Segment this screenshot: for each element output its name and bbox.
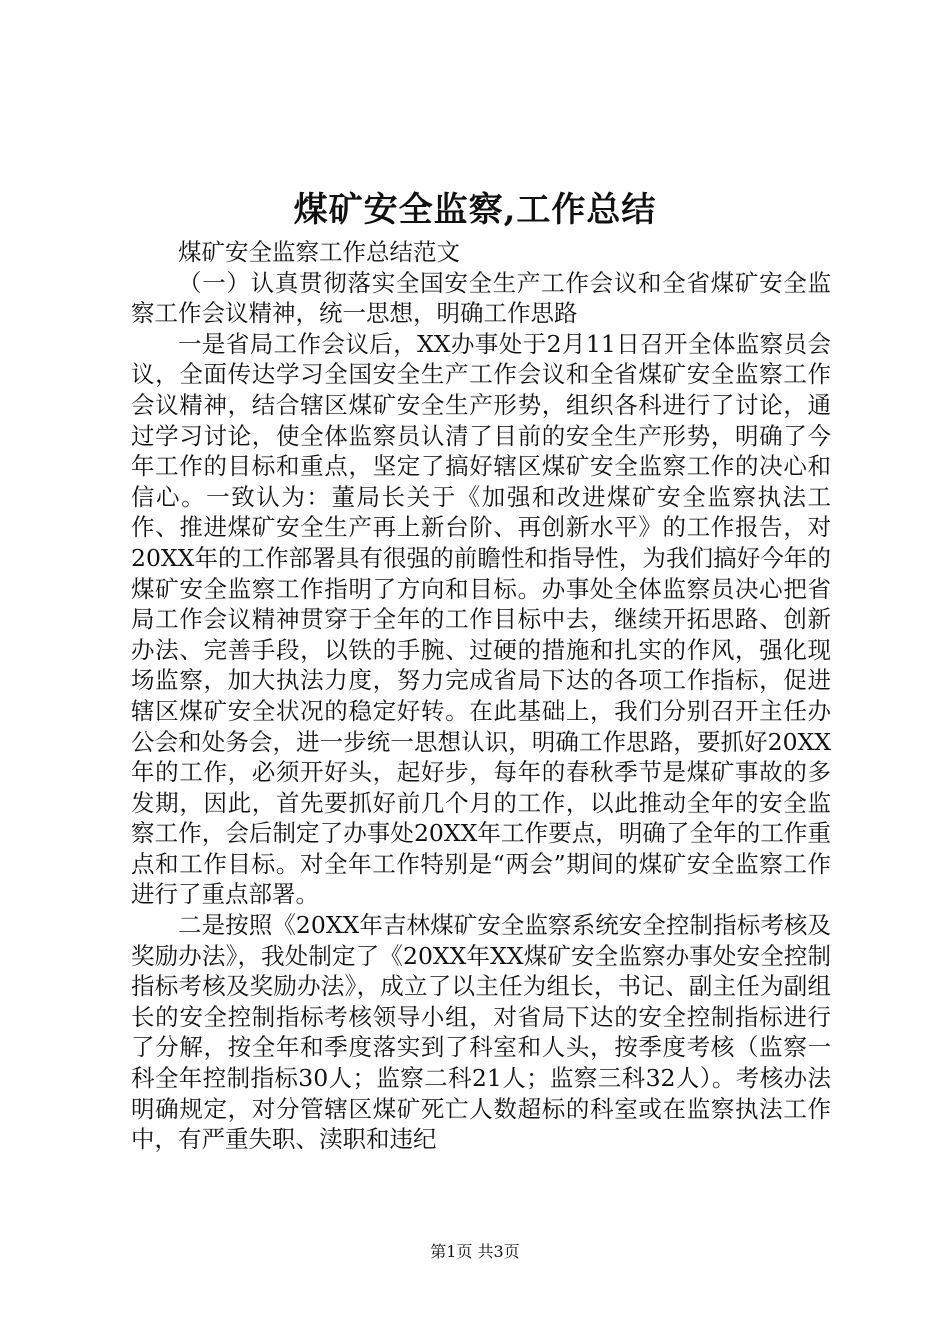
paragraph-section-heading: （一）认真贯彻落实全国安全生产工作会议和全省煤矿安全监察工作会议精神，统一思想，明确工作思路 — [131, 268, 831, 328]
paragraph-first-point: 一是省局工作会议后，XX办事处于2月11日召开全体监察员会议，全面传达学习全国安全生产工作会议和全省煤矿安全监察工作会议精神，结合辖区煤矿安全生产形势，组织各科进行了讨论，通过学习讨论，使全体监察员认清了目前的安全生产形势，明确了今年工作的目标和重点，坚定了搞好辖区煤矿安全监察工作的决心和信心。一致认为：董局长关于《加强和改进煤矿安全监察执法工作、推进煤矿安全生产再上新台阶、再创新水平》的工作报告，对20XX年的工作部署具有很强的前瞻性和指导性，为我们搞好今年的煤矿安全监察工作指明了方向和目标。办事处全体监察员决心把省局工作会议精神贯穿于全年的工作目标中去，继续开拓思路、创新办法、完善手段，以铁的手腕、过硬的措施和扎实的作风，强化现场监察，加大执法力度，努力完成省局下达的各项工作指标，促进辖区煤矿安全状况的稳定好转。在此基础上，我们分别召开主任办公会和处务会，进一步统一思想认识，明确工作思路，要抓好20XX年的工作，必须开好头，起好步，每年的春秋季节是煤矿事故的多发期，因此，首先要抓好前几个月的工作，以此推动全年的安全监察工作，会后制定了办事处20XX年工作要点，明确了全年的工作重点和工作目标。对全年工作特别是“两会”期间的煤矿安全监察工作进行了重点部署。 — [131, 329, 831, 909]
document-title: 煤矿安全监察,工作总结 — [293, 190, 657, 230]
paragraph-second-point: 二是按照《20XX年吉林煤矿安全监察系统安全控制指标考核及奖励办法》，我处制定了《20XX年XX煤矿安全监察办事处安全控制指标考核及奖励办法》，成立了以主任为组长，书记、副主任为副组长的安全控制指标考核领导小组，对省局下达的安全控制指标进行了分解，按全年和季度落实到了科室和人头，按季度考核（监察一科全年控制指标30人；监察二科21人；监察三科32人）。考核办法明确规定，对分管辖区煤矿死亡人数超标的科室或在监察执法工作中，有严重失职、渎职和违纪 — [131, 911, 831, 1154]
document-subtitle: 煤矿安全监察工作总结范文 — [178, 238, 460, 266]
page-number: 第1页 共3页 — [430, 1242, 520, 1261]
document-body — [131, 237, 831, 1155]
